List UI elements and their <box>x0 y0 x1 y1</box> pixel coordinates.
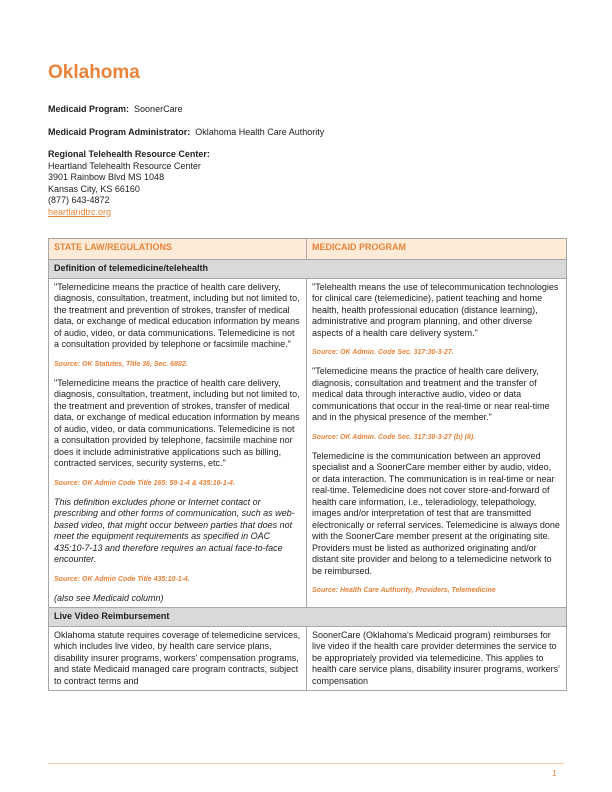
section-title: Definition of telemedicine/telehealth <box>49 260 567 279</box>
medicaid-program-value: SoonerCare <box>134 104 183 114</box>
medicaid-admin <box>48 127 324 139</box>
col-header-medicaid: MEDICAID PROGRAM <box>307 239 567 260</box>
paragraph: "Telemedicine means the practice of health care delivery, diagnosis, consultation, treatment, including but not limited to, the treatment and prevention of strokes, transfer of medical data, or exchange of medical education information by means of audio, video, or data communications. Telemedicine is not a consultation provided by telephone, facsimile machine nor does it include administrative applications such as billing, contracted services, security systems, etc." <box>54 377 300 468</box>
source-citation: Source: Health Care Authority, Providers, Telemedicine <box>312 587 496 594</box>
state-cell <box>49 626 307 691</box>
medicaid-admin-value: Oklahoma Health Care Authority <box>195 127 325 137</box>
rtrc-name: Heartland Telehealth Resource Center <box>48 160 201 171</box>
source-citation: Source: OK Admin. Code Sec. 317:30-3-27 (b) (8). <box>312 433 476 441</box>
rtrc-label: Regional Telehealth Resource Center: <box>48 149 210 159</box>
paragraph: "Telemedicine means the practice of health care delivery, diagnosis, consultation and treatment and the transfer of medical data through interactive audio, video or data communications that occur in the real-time or near real-time and in the physical presence of the member." <box>312 366 550 422</box>
col-header-state: STATE LAW/REGULATIONS <box>49 239 307 260</box>
section-title: Live Video Reimbursement <box>49 608 567 627</box>
section-row <box>49 608 567 627</box>
rtrc-website-link[interactable]: heartlandtrc.org <box>48 206 112 217</box>
paragraph: "Telemedicine means the practice of health care delivery, diagnosis, consultation, treatment, including but not limited to, the treatment and prevention of strokes, transfer of medical data, or exchange of medical education information by means of audio, video, or data communications. Telemedicine is not a consultation provided by telephone or facsimile machine." <box>54 281 300 349</box>
medicaid-admin-label: Medicaid Program Administrator: <box>48 127 191 137</box>
paragraph: Oklahoma statute requires coverage of telemedicine services, which includes live video, by health care service plans, disability insurer programs, workers' compensation programs, and state Medicaid managed care program contracts, subject to contract terms and <box>54 629 301 686</box>
rtrc-block <box>48 149 210 218</box>
page-number: 1 <box>552 769 557 778</box>
paragraph: SoonerCare (Oklahoma's Medicaid program) reimburses for live video if the health care provider determines the service to be appropriately provided via telemedicine. This applies to health care service plans, disability insurer programs, workers' compensation <box>312 629 560 686</box>
source-citation: Source: OK Admin. Code Sec. 317:30-3-27. <box>312 349 454 356</box>
paragraph: (also see Medicaid column) <box>54 592 164 603</box>
section-row <box>49 260 567 279</box>
state-cell <box>49 278 307 608</box>
medicaid-program <box>48 104 183 116</box>
medicaid-program-label: Medicaid Program: <box>48 104 130 114</box>
policy-table <box>48 238 567 691</box>
paragraph: "Telehealth means the use of telecommunication technologies for clinical care (telemedicine), patient teaching and home health, health professional education (distance learning), administrative and program planning, and other diverse aspects of a health care delivery system." <box>312 281 559 338</box>
footer-divider <box>48 763 564 764</box>
paragraph: This definition excludes phone or Internet contact or prescribing and other forms of communication, such as web-based video, that might occur between parties that does not meet the equipment requirements as specified in OAC 435:10-7-13 and therefore requires an actual face-to-face encounter. <box>54 496 295 564</box>
content-row <box>49 278 567 608</box>
source-citation: Source: OK Admin Code Title 435:10-1-4. <box>54 575 190 583</box>
source-citation: Source: OK Statutes, Title 36, Sec. 6802. <box>54 360 188 368</box>
paragraph: Telemedicine is the communication between an approved specialist and a SoonerCare member either by audio, video, or data interaction. The communication is in real-time or near real-time. Telemedicine does not cover store-and-forward of health care information, i.e., teleradiology, telepathology, images and/or interpretation of test that are transmitted electronically or referral services. Telemedicine is always done with the SoonerCare member present at the originating site. Providers must be listed as authorized originating and/or distant site provider and belong to a telemedicine network to be reimbursed. <box>312 450 560 576</box>
page-title: Oklahoma <box>48 62 140 83</box>
rtrc-address1: 3901 Rainbow Blvd MS 1048 <box>48 172 165 182</box>
medicaid-cell <box>307 278 567 608</box>
rtrc-phone: (877) 643-4872 <box>48 195 110 205</box>
rtrc-address2: Kansas City, KS 66160 <box>48 183 140 194</box>
source-citation: Source: OK Admin Code Title 165: 59-1-4 & 435:10-1-4. <box>54 479 235 487</box>
content-row <box>49 626 567 691</box>
header-row <box>49 239 567 260</box>
medicaid-cell <box>307 626 567 691</box>
